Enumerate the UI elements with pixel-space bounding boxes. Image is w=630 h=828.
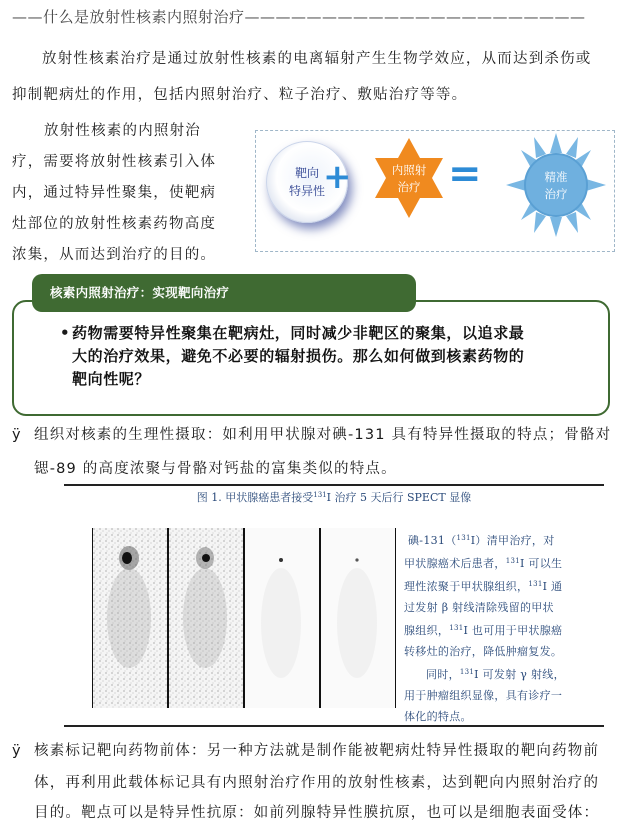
star-label-line-1: 内照射 (391, 163, 427, 177)
figure-title-post: I 治疗 5 天后行 SPECT 显像 (326, 491, 472, 504)
figure-bottom-rule (64, 725, 604, 727)
spect-scan-4 (320, 528, 396, 708)
circle-label-line-2: 特异性 (288, 184, 325, 198)
caption-line-6: 转移灶的治疗，降低肿瘤复发。 (404, 645, 563, 658)
para2-line-1: 放射性核素的内照射治 (44, 123, 201, 139)
star-shape (369, 136, 449, 220)
callout-line-2: 大的治疗效果，避免不必要的辐射损伤。那么如何做到核素药物的 (72, 347, 525, 365)
heading-tail-dash: —————————————————————— (244, 8, 586, 26)
sun-shape (504, 131, 608, 239)
plus-symbol: + (323, 157, 352, 197)
point1-marker: ÿ (12, 427, 22, 443)
point2-line-3: 目的。靶点可以是特异性抗原：如前列腺特异性膜抗原，也可以是细胞表面受体： (34, 805, 600, 821)
para2-line-3: 内，通过特异性聚集，使靶病 (12, 185, 217, 201)
callout-bullet: • (60, 324, 70, 342)
sun-label (504, 169, 608, 203)
star-label-line-2: 治疗 (397, 180, 421, 194)
callout-line-1: 药物需要特异性聚集在靶病灶，同时减少非靶区的聚集，以追求最 (72, 324, 525, 342)
spect-scan-2 (168, 528, 244, 708)
figure-title-pre: 图 1. 甲状腺癌患者接受 (196, 491, 314, 504)
scan-image-4 (321, 528, 395, 708)
intro-line-2: 抑制靶病灶的作用，包括内照射治疗、粒子治疗、敷贴治疗等等。 (12, 87, 468, 103)
point1-line-1: 组织对核素的生理性摄取：如利用甲状腺对碘-131 具有特异性摄取的特点；骨骼对 (34, 427, 612, 443)
point1-line-2: 锶-89 的高度浓聚与骨骼对钙盐的富集类似的特点。 (34, 461, 397, 477)
para2-line-2: 疗，需要将放射性核素引入体 (12, 154, 217, 170)
caption-line-8: 用于肿瘤组织显像，具有诊疗一 (404, 689, 563, 702)
point2-line-1: 核素标记靶向药物前体：另一种方法就是制作能被靶病灶特异性摄取的靶向药物前 (34, 743, 600, 759)
scan-image-2 (169, 528, 243, 708)
spect-scan-1 (92, 528, 168, 708)
figure-title (64, 486, 604, 507)
scan-image-1 (93, 528, 167, 708)
caption-line-9: 体化的特点。 (404, 710, 472, 723)
callout-title: 核素内照射治疗：实现靶向治疗 (32, 274, 416, 312)
equals-symbol: = (448, 151, 482, 197)
heading-lead-dash: —— (12, 8, 43, 26)
intro-line-1: 放射性核素治疗是通过放射性核素的电离辐射产生生物学效应，从而达到杀伤或 (42, 51, 592, 67)
section-heading (12, 6, 586, 27)
star-label (369, 162, 449, 196)
para2-line-5: 浓集，从而达到治疗的目的。 (12, 247, 217, 263)
spect-scan-3 (244, 528, 320, 708)
figure-title-sup: 131 (313, 491, 327, 499)
caption-line-5: 腺组织，$^{131}$I 也可用于甲状腺癌 (404, 624, 563, 637)
caption-line-7: 同时，$^{131}$I 可发射 γ 射线， (426, 668, 565, 681)
para2-line-4: 灶部位的放射性核素药物高度 (12, 216, 217, 232)
heading-title: 什么是放射性核素内照射治疗 (43, 8, 245, 26)
callout-line-3: 靶向性呢？ (72, 370, 151, 388)
figure-caption (404, 528, 604, 727)
sun-label-line-2: 治疗 (544, 187, 568, 201)
caption-line-1: 碘-131（$^{131}$I）清甲治疗，对 (408, 534, 555, 547)
caption-line-3: 理性浓聚于甲状腺组织，$^{131}$I 通 (404, 580, 563, 593)
concept-diagram (255, 130, 615, 252)
sun-label-line-1: 精准 (544, 170, 568, 184)
circle-label-line-1: 靶向 (294, 166, 319, 180)
scan-image-3 (245, 528, 319, 708)
caption-line-4: 过发射 β 射线清除残留的甲状 (404, 601, 554, 614)
caption-line-2: 甲状腺癌术后患者，$^{131}$I 可以生 (404, 557, 563, 570)
point2-line-2: 体，再利用此载体标记具有内照射治疗作用的放射性核素，达到靶向内照射治疗的 (34, 775, 600, 791)
point2-marker: ÿ (12, 743, 22, 759)
